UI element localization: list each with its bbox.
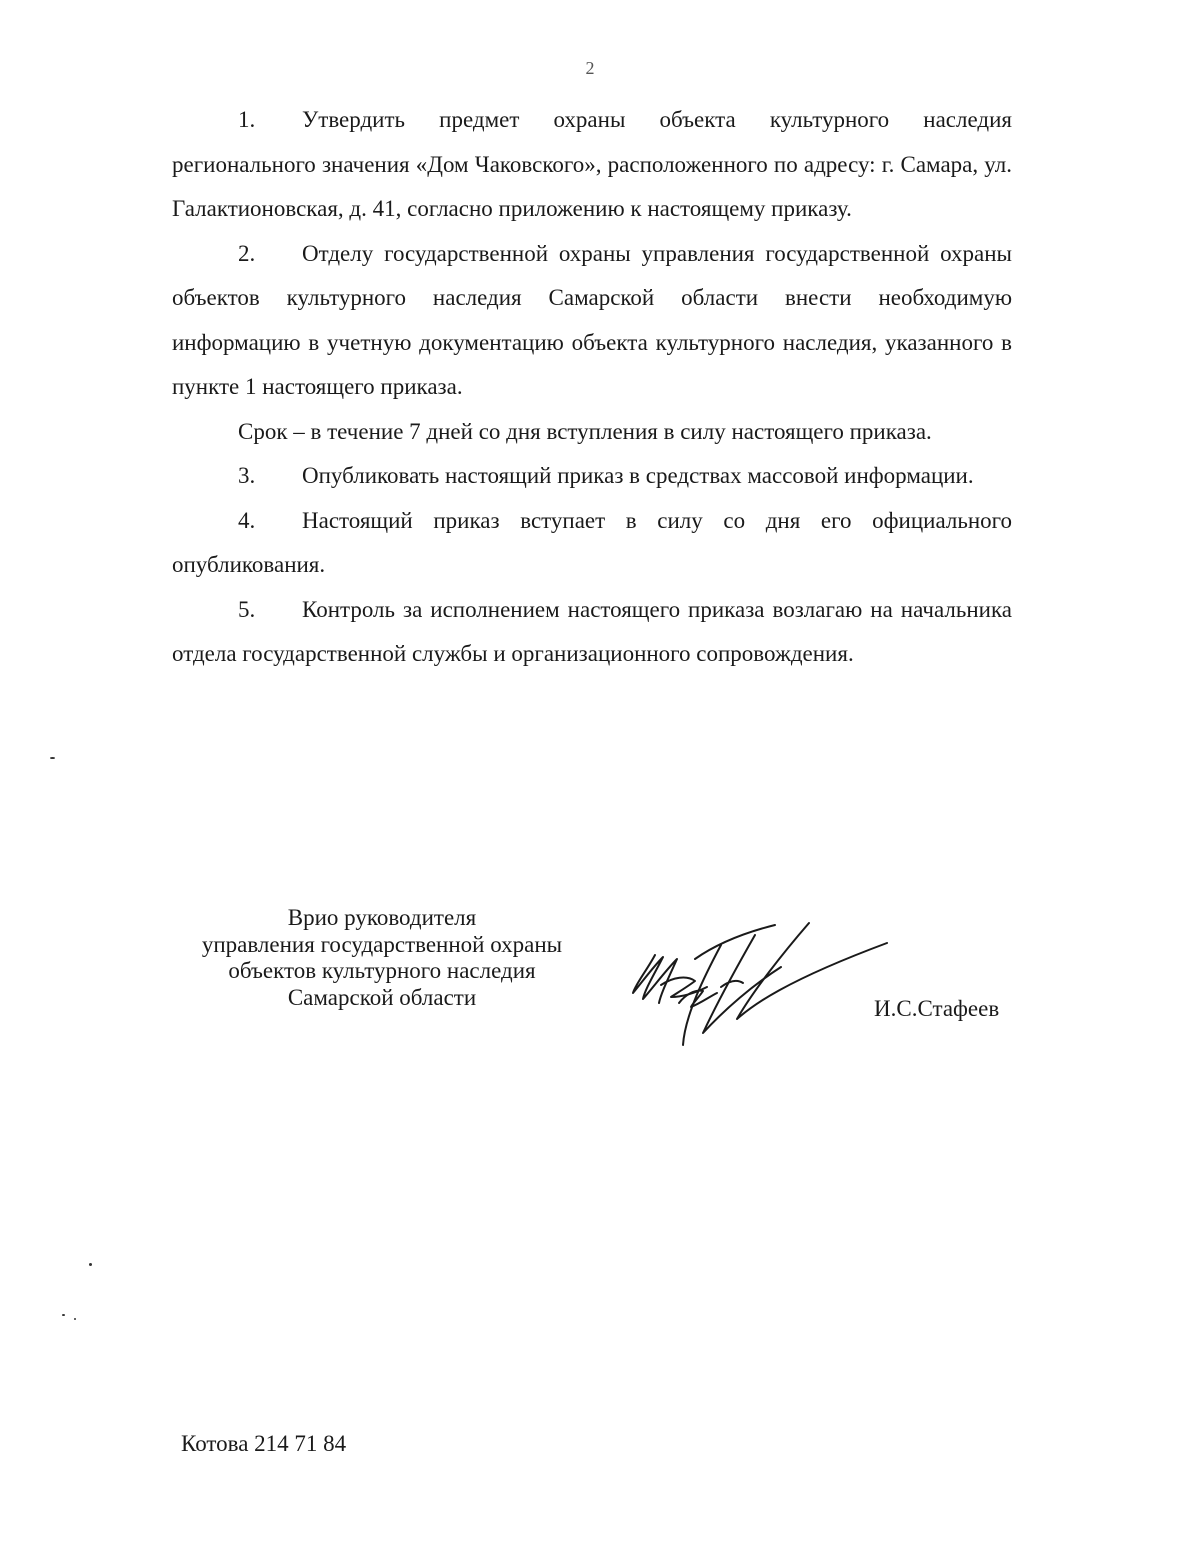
position-line: Врио руководителя — [287, 905, 477, 930]
scan-speck — [62, 1314, 65, 1316]
scan-speck — [74, 1318, 76, 1320]
paragraph-text: Опубликовать настоящий приказ в средствах массовой информации. — [302, 463, 974, 488]
paragraph-text: Срок – в течение 7 дней со дня вступления в силу настоящего приказа. — [238, 418, 932, 444]
page-number: 2 — [585, 58, 595, 78]
paragraph-3 — [172, 454, 1012, 499]
position-line: Самарской области — [287, 984, 477, 1010]
paragraph-4 — [172, 499, 1012, 588]
paragraph-text: Контроль за исполнением настоящего приказа возлагаю на начальника отдела государственной службы и организационного сопровождения. — [172, 596, 1012, 666]
paragraph-number: 1. — [238, 107, 256, 132]
handwritten-signature — [625, 915, 890, 1050]
scan-speck — [50, 757, 55, 759]
position-line: управления государственной охраны — [201, 931, 563, 957]
signatory-position — [172, 905, 592, 1011]
scan-speck — [89, 1263, 92, 1266]
signer-name: И.С.Стафеев — [874, 996, 1000, 1021]
deadline-paragraph — [238, 410, 1012, 455]
paragraph-number: 5. — [238, 596, 256, 622]
paragraph-text: Настоящий приказ вступает в силу со дня его официального опубликования. — [172, 507, 1012, 577]
paragraph-5 — [172, 588, 1012, 677]
paragraph-2 — [172, 232, 1012, 410]
paragraph-1 — [172, 98, 1012, 232]
paragraph-text: Утвердить предмет охраны объекта культурного наследия регионального значения «Дом Чаковского», расположенного по адресу: г. Самара, ул. Галактионовская, д. 41, согласно приложению к настоящему приказу. — [172, 107, 1012, 221]
order-body — [172, 98, 1012, 677]
position-line: объектов культурного наследия — [228, 958, 536, 983]
executor-contact: Котова 214 71 84 — [181, 1431, 347, 1456]
paragraph-text: Отделу государственной охраны управления государственной охраны объектов культурного наследия Самарской области внести необходимую информацию в учетную документацию объекта культурного наследия, указанного в пункте 1 настоящего приказа. — [172, 240, 1012, 399]
paragraph-number: 3. — [238, 463, 256, 488]
paragraph-number: 2. — [238, 240, 256, 266]
paragraph-number: 4. — [238, 507, 256, 533]
